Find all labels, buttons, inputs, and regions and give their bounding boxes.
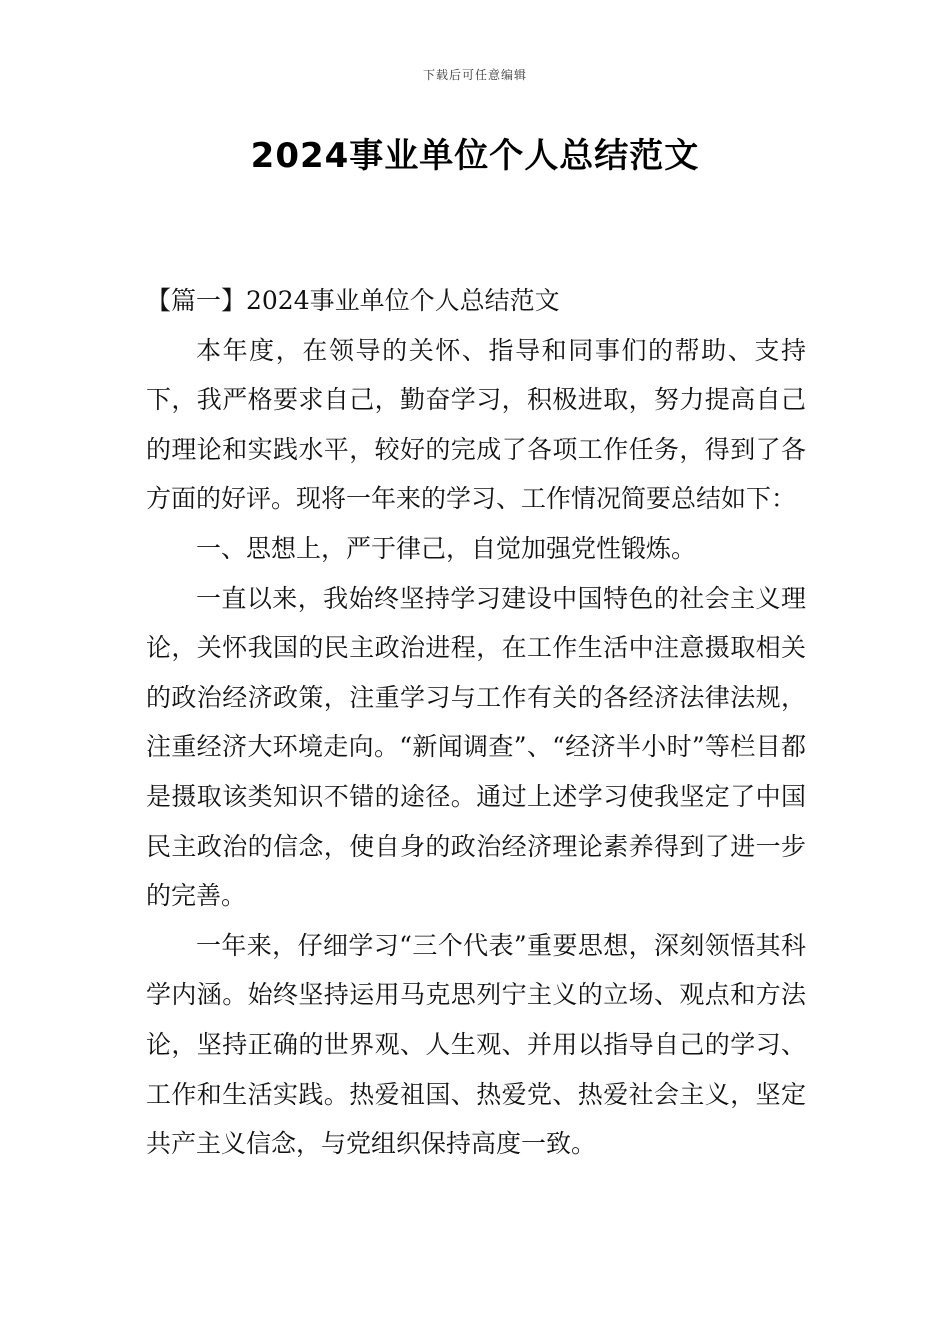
document-body: [146, 276, 806, 1169]
paragraph-thought-heading: 一、思想上，严于律己，自觉加强党性锻炼。: [196, 533, 697, 563]
paragraph-three-represents: 一年来，仔细学习“三个代表”重要思想，深刻领悟其科学内涵。始终坚持运用马克思列宁主义的立场、观点和方法论，坚持正确的世界观、人生观、并用以指导自己的学习、工作和生活实践。热爱祖国、热爱党、热爱社会主义，坚定共产主义信念，与党组织保持高度一致。: [146, 930, 806, 1159]
header-note: 下载后可任意编辑: [422, 68, 527, 82]
paragraph-intro: 本年度，在领导的关怀、指导和同事们的帮助、支持下，我严格要求自己，勤奋学习，积极进取，努力提高自己的理论和实践水平，较好的完成了各项工作任务，得到了各方面的好评。现将一年来的学习、工作情况简要总结如下：: [146, 335, 806, 514]
paragraph-theory-study: 一直以来，我始终坚持学习建设中国特色的社会主义理论，关怀我国的民主政治进程，在工作生活中注意摄取相关的政治经济政策，注重学习与工作有关的各经济法律法规，注重经济大环境走向。“新闻调查”、“经济半小时”等栏目都是摄取该类知识不错的途径。通过上述学习使我坚定了中国民主政治的信念，使自身的政治经济理论素养得到了进一步的完善。: [146, 583, 806, 911]
section-heading: 【篇一】2024事业单位个人总结范文: [146, 286, 560, 315]
document-title: 2024事业单位个人总结范文: [250, 136, 700, 176]
